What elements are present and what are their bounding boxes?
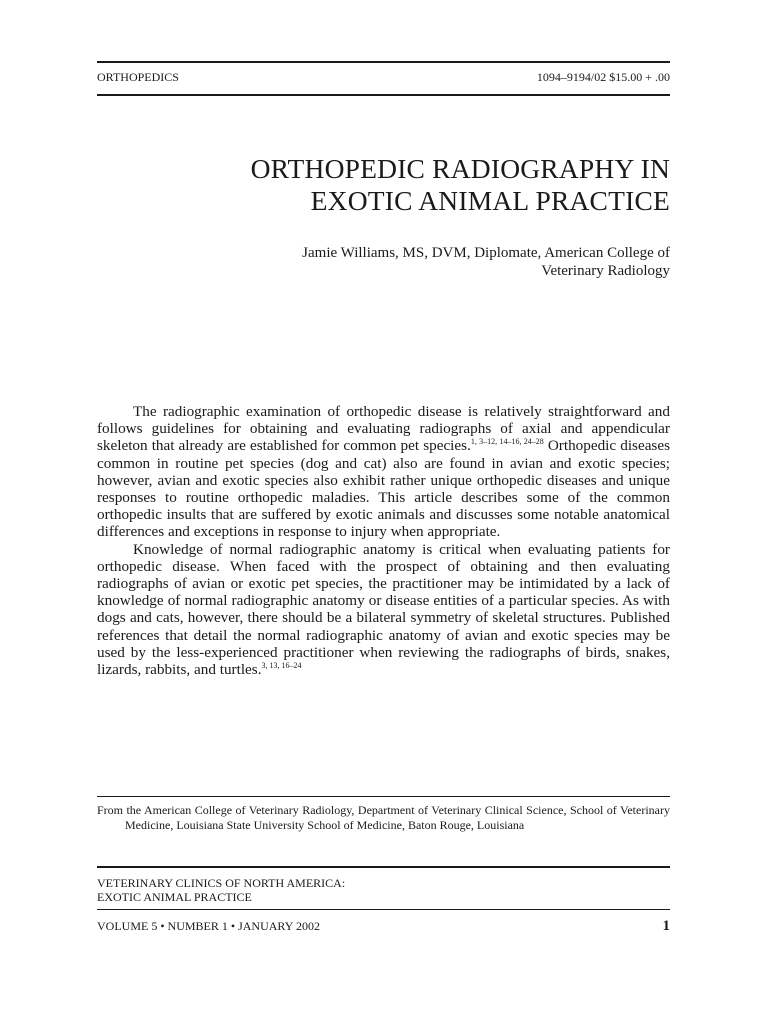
citation-refs-1: 1, 3–12, 14–16, 24–28 xyxy=(470,437,544,447)
affiliation-footnote xyxy=(97,803,670,833)
price-code: 1094–9194/02 $15.00 + .00 xyxy=(536,70,670,84)
article-title xyxy=(97,153,670,217)
paragraph-2-text: Knowledge of normal radiographic anatomy is critical when evaluating patients for orthopedic disease. When faced with the prospect of obtaining and then evaluating radiographs of avian or exotic pet species, the practitioner may be intimidated by a lack of knowledge of normal radiographic anatomy or disease entities of a particular species. As with dogs and cats, however, there should be a bilateral symmetry of skeletal structures. Published references that detail the normal radiographic anatomy of avian and exotic species may be used by the less-experienced practitioner when reviewing the radiographs of birds, snakes, lizards, rabbits, and turtles. xyxy=(97,540,670,679)
section-label: ORTHOPEDICS xyxy=(97,70,179,84)
affiliation-text: From the American College of Veterinary Radiology, Department of Veterinary Clinical Science, School of Veterinary Medicine, Louisiana State University School of Medicine, Baton Rouge, Louisiana xyxy=(97,803,670,832)
author-byline xyxy=(97,244,670,280)
article-body xyxy=(97,403,670,678)
paragraph-1-text-a: The radiographic examination of orthopedic disease is relatively straightforward and follows guidelines for obtaining and evaluating radiographs of axial and appendicular skeleton that already are established for common pet species. xyxy=(97,403,670,455)
author-line-1: Jamie Williams, MS, DVM, Diplomate, American College of xyxy=(302,245,670,261)
issue-line xyxy=(97,918,670,935)
citation-refs-2: 3, 13, 16–24 xyxy=(261,661,302,671)
author-line-2: Veterinary Radiology xyxy=(541,263,670,279)
body-paragraph-1 xyxy=(97,403,670,541)
journal-line-2: EXOTIC ANIMAL PRACTICE xyxy=(97,890,252,904)
journal-top-rule xyxy=(97,866,670,868)
journal-name xyxy=(97,876,670,904)
running-header xyxy=(97,70,670,85)
paragraph-1-text-b: Orthopedic diseases common in routine pet species (dog and cat) also are found in avian and exotic species; however, avian and exotic species also exhibit rather unique orthopedic diseases and unique responses to routine orthopedic maladies. This article describes some of the common orthopedic insults that are suffered by exotic animals and discusses some notable anatomical differences and exceptions in response to injury when appropriate. xyxy=(97,437,670,541)
body-paragraph-2 xyxy=(97,541,670,679)
footnote-rule xyxy=(97,796,670,797)
page-number: 1 xyxy=(662,918,670,934)
header-top-rule xyxy=(97,61,670,63)
header-bottom-rule xyxy=(97,94,670,96)
title-line-1: ORTHOPEDIC RADIOGRAPHY IN xyxy=(250,153,670,184)
volume-info: VOLUME 5 • NUMBER 1 • JANUARY 2002 xyxy=(97,919,320,933)
title-line-2: EXOTIC ANIMAL PRACTICE xyxy=(310,185,670,216)
journal-line-1: VETERINARY CLINICS OF NORTH AMERICA: xyxy=(97,876,346,890)
journal-bottom-rule xyxy=(97,909,670,910)
